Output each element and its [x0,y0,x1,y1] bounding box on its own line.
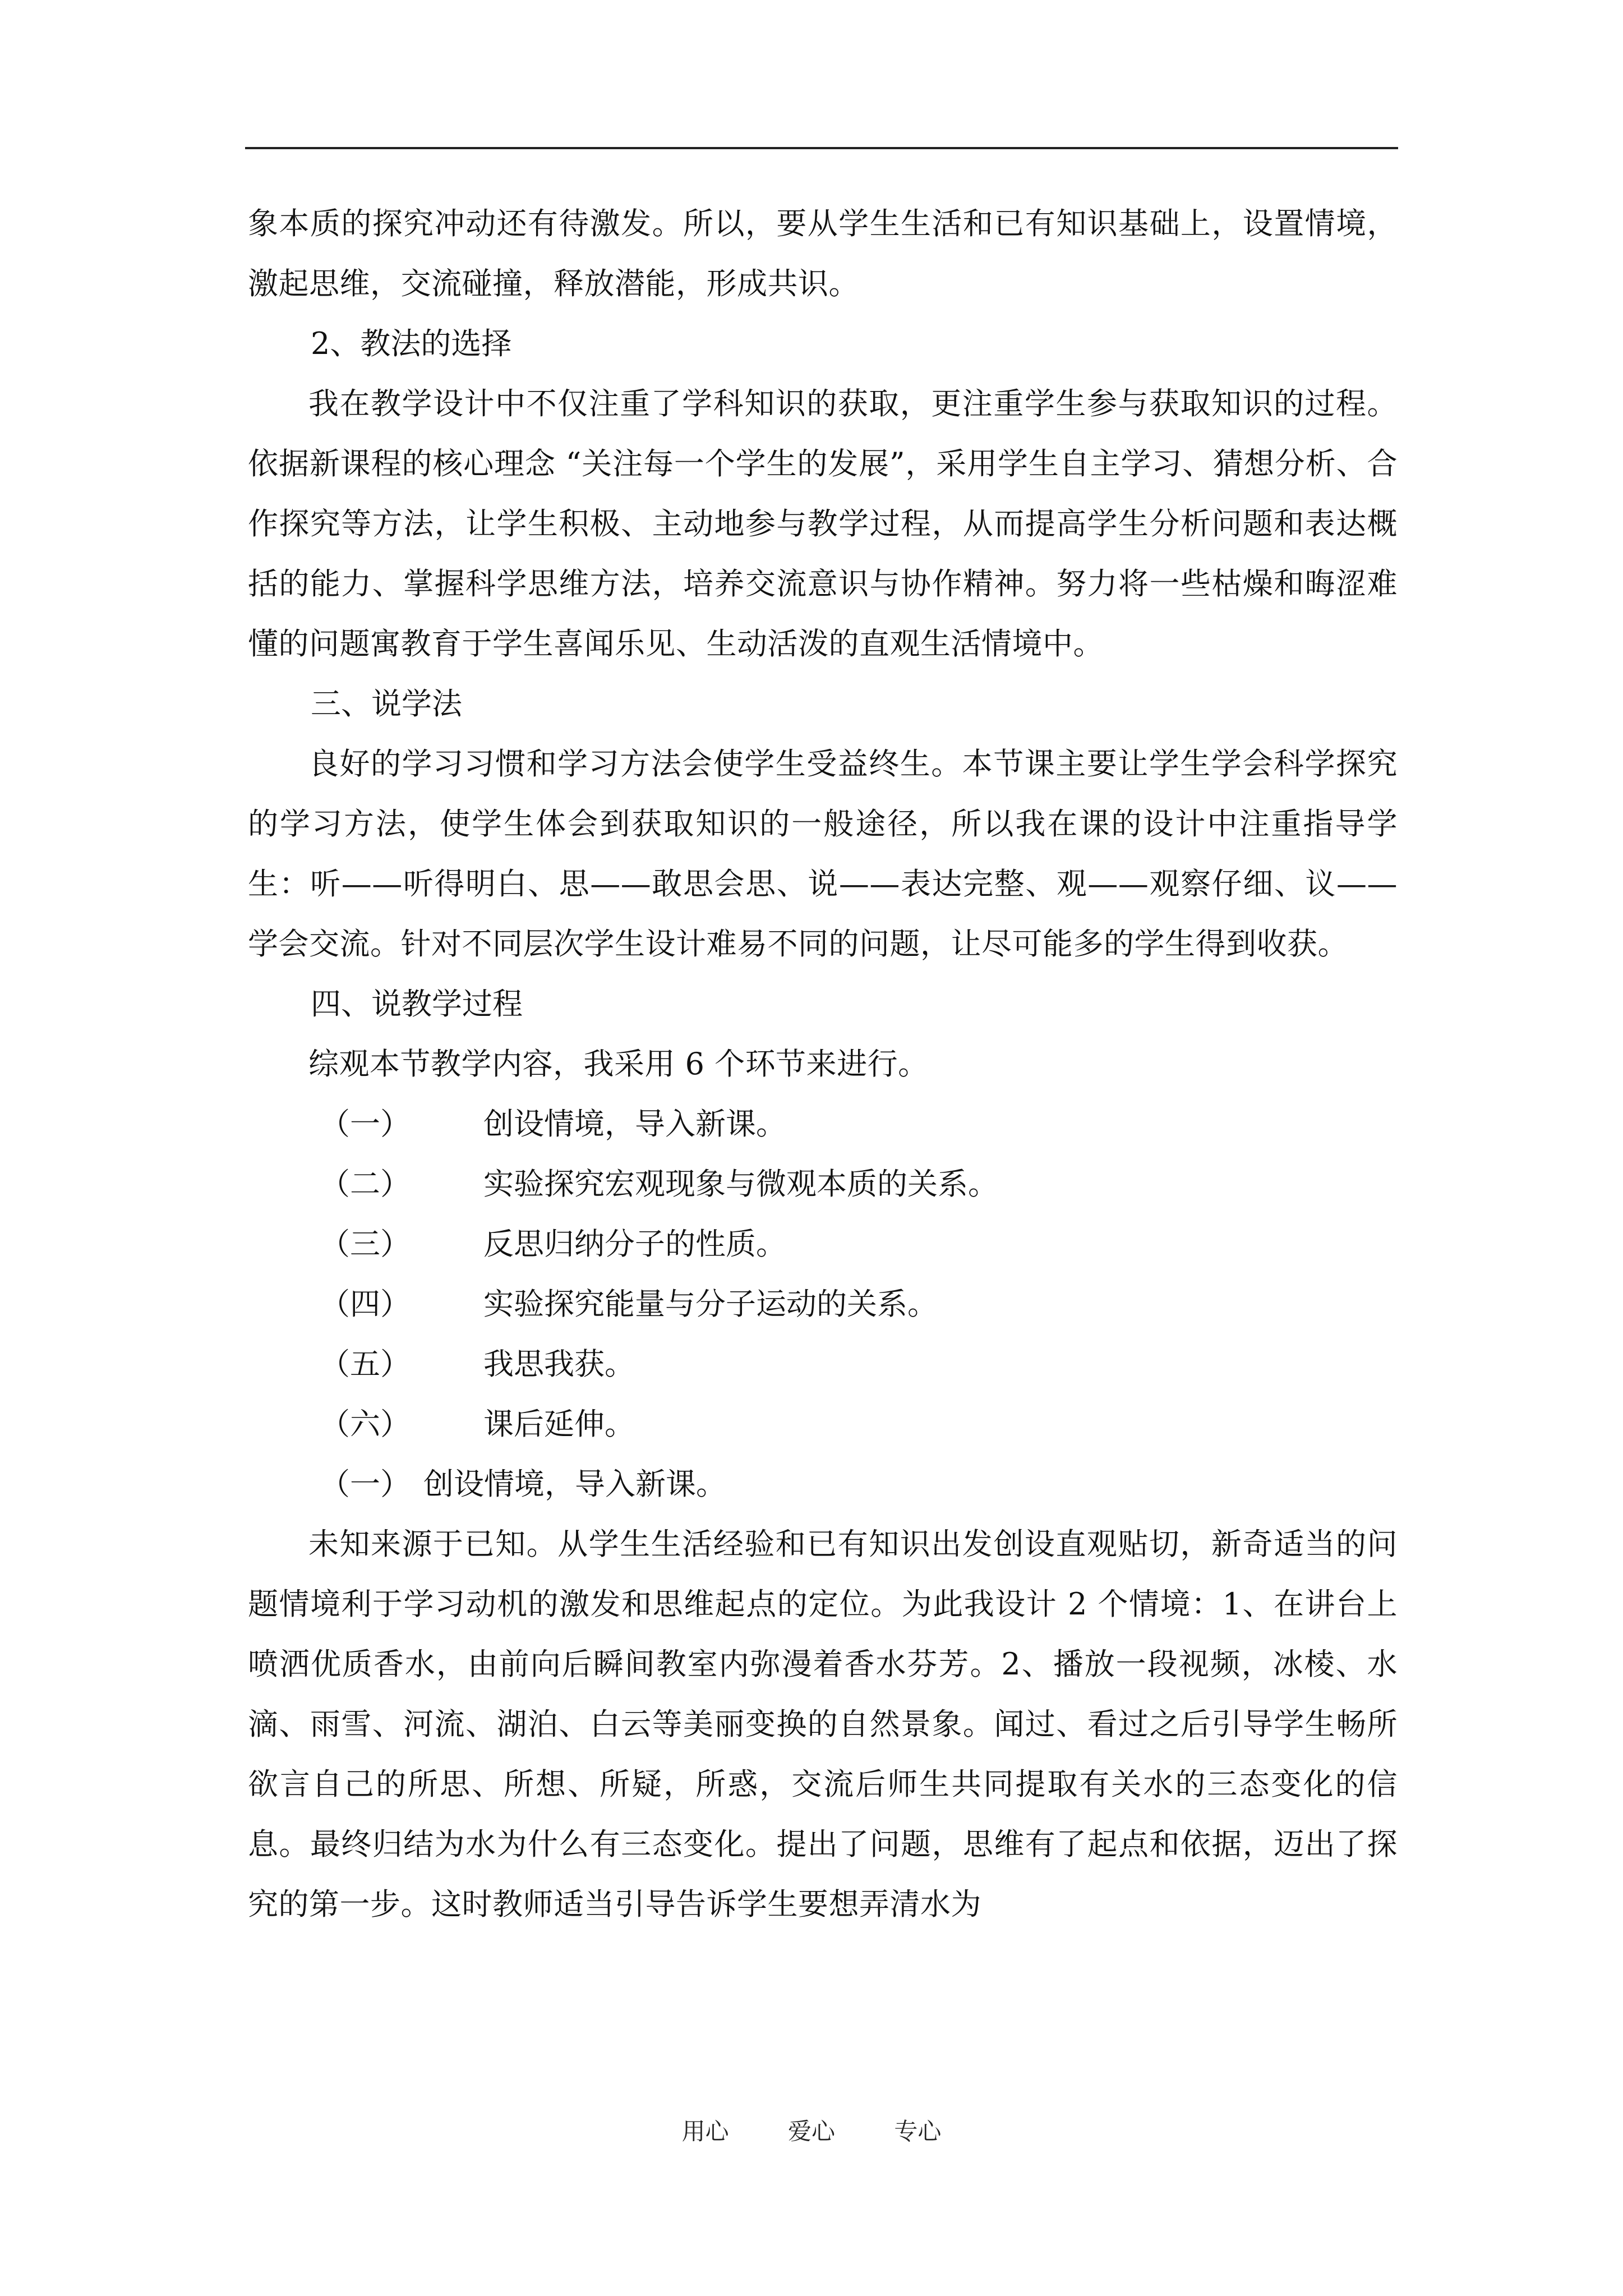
step-item [248,1154,1398,1214]
footer-word: 爱心 [787,2118,835,2145]
step-item [248,1334,1398,1394]
step-text: 实验探究宏观现象与微观本质的关系。 [483,1166,998,1202]
step-number: （三） [320,1226,411,1262]
step-text: 实验探究能量与分子运动的关系。 [483,1286,938,1322]
step-item [248,1394,1398,1454]
paragraph-scenario: 未知来源于已知。从学生生活经验和已有知识出发创设直观贴切，新奇适当的问题情境利于学习动机的激发和思维起点的定位。为此我设计 2 个情境：1、在讲台上喷洒优质香水，由前向后瞬间教室内弥漫着香水芬芳。2、播放一段视频，冰棱、水滴、雨雪、河流、湖泊、白云等美丽变换的自然景象。闻过、看过之后引导学生畅所欲言自己的所思、所想、所疑，所惑，交流后师生共同提取有关水的三态变化的信息。最终归结为水为什么有三态变化。提出了问题，思维有了起点和依据，迈出了探究的第一步。这时教师适当引导告诉学生要想弄清水为 [248,1526,1398,1922]
heading-teaching-method: 2、教法的选择 [311,326,512,361]
step-text: 我思我获。 [483,1346,635,1382]
paragraph-continued: 象本质的探究冲动还有待激发。所以，要从学生生活和已有知识基础上，设置情境，激起思维，交流碰撞，释放潜能，形成共识。 [248,206,1398,301]
footer-word: 专心 [894,2118,942,2145]
step-number: （四） [320,1286,411,1322]
paragraph-learning-method: 良好的学习习惯和学习方法会使学生受益终生。本节课主要让学生学会科学探究的学习方法，使学生体会到获取知识的一般途径，所以我在课的设计中注重指导学生：听——听得明白、思——敢思会思、说——表达完整、观——观察仔细、议——学会交流。针对不同层次学生设计难易不同的问题，让尽可能多的学生得到收获。 [248,746,1398,961]
step-text: 课后延伸。 [483,1406,635,1442]
step-number: （六） [320,1406,411,1442]
step-text: 反思归纳分子的性质。 [483,1226,786,1262]
step-item [248,1094,1398,1154]
header-rule [245,147,1398,149]
step-number: （五） [320,1346,411,1382]
step-number: （二） [320,1166,411,1202]
footer-word: 用心 [681,2118,729,2145]
document-body [248,194,1398,1934]
step-item [248,1214,1398,1274]
page-footer [0,2115,1623,2148]
step-item [248,1274,1398,1334]
section-heading-one [248,1454,1398,1514]
paragraph-process-intro: 综观本节教学内容，我采用 6 个环节来进行。 [308,1046,929,1082]
section-number: （一） [320,1466,411,1502]
paragraph-teaching-method: 我在教学设计中不仅注重了学科知识的获取，更注重学生参与获取知识的过程。依据新课程的核心理念 “关注每一个学生的发展”，采用学生自主学习、猜想分析、合作探究等方法，让学生积极、主动地参与教学过程，从而提高学生分析问题和表达概括的能力、掌握科学思维方法，培养交流意识与协作精神。努力将一些枯燥和晦涩难懂的问题寓教育于学生喜闻乐见、生动活泼的直观生活情境中。 [248,386,1398,661]
heading-learning-method: 三、说学法 [311,686,462,721]
step-number: （一） [320,1106,411,1142]
section-title: 创设情境，导入新课。 [423,1466,726,1502]
step-list [248,1094,1398,1454]
heading-teaching-process: 四、说教学过程 [311,986,523,1022]
step-text: 创设情境，导入新课。 [483,1106,786,1142]
